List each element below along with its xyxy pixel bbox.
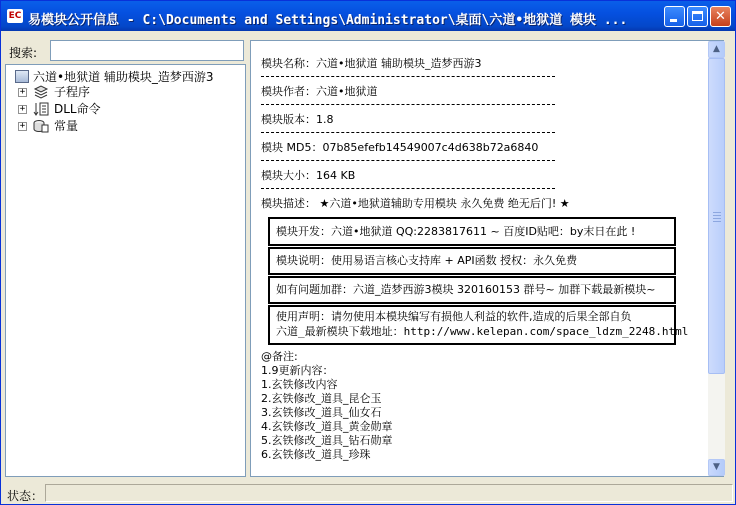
scroll-up-button[interactable]: ▲: [708, 41, 725, 58]
search-label: 搜索:: [9, 46, 38, 60]
scroll-thumb[interactable]: [708, 58, 725, 374]
notice-group: [268, 276, 676, 304]
module-name: 模块名称：六道•地狱道 辅助模块_造梦西游3: [261, 57, 482, 70]
tree-root-label[interactable]: 六道•地狱道 辅助模块_造梦西游3: [33, 70, 214, 84]
separator: [261, 132, 555, 134]
status-label: 状态：: [7, 489, 44, 503]
separator: [261, 104, 555, 106]
separator: [261, 188, 555, 190]
separator: [261, 160, 555, 162]
notes-line: 5.玄铁修改_道具_钻石勋章: [261, 434, 393, 447]
tree-item-label: DLL命令: [54, 102, 101, 116]
notes-line: 1.玄铁修改内容: [261, 378, 338, 391]
minimize-button[interactable]: [664, 6, 685, 27]
expand-icon[interactable]: +: [19, 121, 26, 131]
search-input[interactable]: [50, 40, 244, 61]
separator: [261, 76, 555, 78]
title-bar[interactable]: [1, 1, 735, 31]
notice-group-text: 如有问题加群：六道_造梦西游3模块 320160153 群号~ 加群下载最新模块~: [276, 283, 656, 296]
scroll-down-button[interactable]: ▼: [708, 459, 725, 476]
tree-item-label: 常量: [54, 119, 79, 133]
app-icon: EC: [8, 11, 22, 21]
dll-icon: [33, 102, 49, 116]
notes-header: @备注:: [261, 350, 298, 363]
module-author: 模块作者：六道•地狱道: [261, 85, 378, 98]
notice-statement-line1: 使用声明：请勿使用本模块编写有损他人利益的软件,造成的后果全部自负: [276, 310, 632, 323]
module-version: 模块版本：1.8: [261, 113, 334, 126]
notice-dev-text: 模块开发：六道•地狱道 QQ:2283817611 ~ 百度ID贴吧：by末日在此 !: [276, 225, 636, 238]
status-field: [45, 484, 733, 502]
constant-icon: [33, 119, 49, 133]
subroutine-icon: [33, 85, 49, 99]
module-md5: 模块 MD5：07b85efefb14549007c4d638b72a6840: [261, 141, 539, 154]
notice-statement: [268, 305, 689, 345]
expand-icon[interactable]: +: [19, 104, 26, 114]
notice-explain-text: 模块说明：使用易语言核心支持库 + API函数 授权：永久免费: [276, 254, 578, 267]
notes-line: 6.玄铁修改_道具_珍珠: [261, 448, 371, 461]
close-button[interactable]: [710, 6, 731, 27]
vertical-scrollbar[interactable]: [708, 41, 725, 476]
maximize-icon: [692, 11, 703, 21]
minimize-icon: [670, 19, 677, 22]
maximize-button[interactable]: [687, 6, 708, 27]
notes-line: 4.玄铁修改_道具_黄金勋章: [261, 420, 393, 433]
window-title: 易模块公开信息 - C:\Documents and Settings\Administrator\桌面\六道•地狱道 模块 ...: [28, 13, 628, 28]
notes-line: 2.玄铁修改_道具_昆仑玉: [261, 392, 382, 405]
module-tree[interactable]: [5, 64, 246, 477]
module-size: 模块大小：164 KB: [261, 169, 356, 182]
tree-item-label: 子程序: [54, 85, 91, 99]
close-icon: ✕: [715, 9, 726, 24]
module-info-panel: [250, 40, 724, 477]
notice-developer: [268, 217, 676, 246]
notes-line: 3.玄铁修改_道具_仙女石: [261, 406, 382, 419]
module-icon: [15, 70, 29, 83]
module-description: 模块描述： ★六道•地狱道辅助专用模块 永久免费 绝无后门! ★: [261, 197, 570, 210]
notes-line: 1.9更新内容：: [261, 364, 334, 377]
expand-icon[interactable]: +: [19, 87, 26, 97]
notice-statement-line2: 六道_最新模块下载地址：http://www.kelepan.com/space_ldzm_2248.html: [276, 325, 689, 338]
status-bar: [1, 481, 735, 504]
notice-explain: [268, 247, 676, 275]
